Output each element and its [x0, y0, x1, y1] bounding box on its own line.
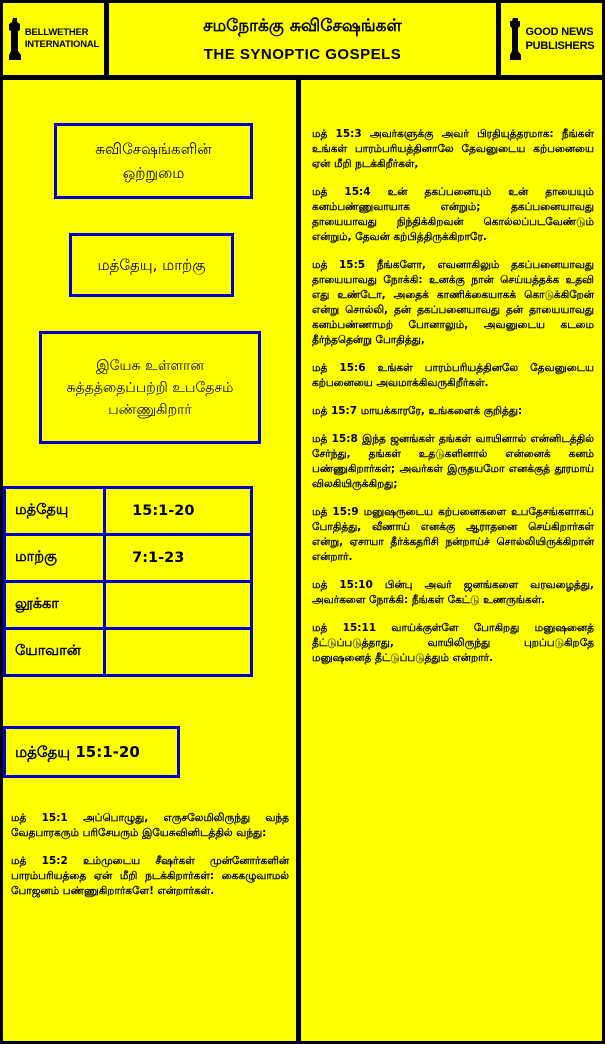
ref-cell — [103, 627, 253, 677]
section-heading: மத்தேயு 15:1-20 — [15, 742, 140, 761]
verse-paragraph: மத் 15:5 நீங்களோ, எவனாகிலும் தகப்பனையாவது தாயையாவது நோக்கி: உனக்கு நான் செய்யத்தக்க உதவி எது உண்டோ, அதைக் காணிக்கையாகக் கொடுக்கிறேன் என்று சொல்லி, தன் தகப்பனையாவது தன் தாயையாவது கனம்பண்ணாமற் போனாலும், அவனுடைய கடமை தீர்ந்ததென்று போதித்து, — [312, 259, 594, 346]
header-title-panel — [109, 3, 496, 75]
reference-row — [3, 486, 253, 536]
section-heading-box — [3, 726, 180, 778]
gospel-unity-box — [54, 123, 253, 199]
book-cell — [3, 580, 106, 630]
book-name: மத்தேயு — [15, 502, 69, 518]
figure-icon — [509, 16, 523, 62]
right-logo-line1: GOOD NEWS — [525, 26, 594, 38]
verse-paragraph: மத் 15:9 மனுஷருடைய கற்பனைகளை உபதேசங்களாகப் போதித்து, வீணாய் எனக்கு ஆராதனை செய்கிறார்கள் என்று, ஏசாயா தீர்க்கதரிசி நன்றாய்ச் சொல்லியிருக்கிறான் என்றார். — [312, 506, 594, 563]
verse-paragraph: மத் 15:8 இந்த ஜனங்கள் தங்கள் வாயினால் என்னிடத்தில் சேர்ந்து, தங்கள் உதடுகளினால் என்னைக் கனம் பண்ணுகிறார்கள்; அவர்கள் இருதயமோ எனக்குத் தூரமாய் விலகியிருக்கிறது; — [312, 433, 594, 490]
book-name: லூக்கா — [15, 596, 59, 612]
reference-row — [3, 580, 253, 630]
book-cell — [3, 533, 106, 583]
verse-paragraph: மத் 15:3 அவர்களுக்கு அவர் பிரதியுத்தரமாக: நீங்கள் உங்கள் பாரம்பரியத்தினாலே தேவனுடைய கற்பனையை ஏன் மீறி நடக்கிறீர்கள், — [312, 128, 594, 170]
topic-text: இயேசு உள்ளான சுத்தத்தைப்பற்றி உபதேசம் பண்ணுகிறார் — [66, 357, 234, 418]
page-title-english: THE SYNOPTIC GOSPELS — [203, 45, 402, 63]
verse-paragraph: மத் 15:2 உம்முடைய சீஷர்கள் முன்னோர்களின் பாரம்பரியத்தை ஏன் மீறி நடக்கிறார்கள்: கைகழுவாமல் போஜனம் பண்ணுகிறார்களே! என்றார்கள். — [11, 855, 289, 897]
verse-paragraph: மத் 15:1 அப்பொழுது, எருசலேமிலிருந்து வந்த வேதபாரகரும் பரிசேயரும் இயேசுவினிடத்தில் வந்து: — [11, 812, 289, 839]
right-logo-line2: PUBLISHERS — [525, 40, 595, 52]
verse-paragraph: மத் 15:7 மாயக்காரரே, உங்களைக் குறித்து: — [312, 405, 523, 417]
book-cell — [3, 486, 106, 536]
verse-paragraph: மத் 15:11 வாய்க்குள்ளே போகிறது மனுஷனைத் தீட்டுப்படுத்தாது, வாயிலிருந்து புறப்படுகிறதே மனுஷனைத் தீட்டுப்படுத்தும் என்றார். — [312, 622, 594, 664]
page-title-tamil: சமநோக்கு சுவிசேஷங்கள் — [203, 15, 402, 36]
verse-paragraph: மத் 15:6 உங்கள் பாரம்பரியத்தினலே தேவனுடைய கற்பனையை அவமாக்கிவருகிறீர்கள். — [312, 362, 594, 389]
gospel-unity-text: சுவிசேஷங்களின் ஒற்றுமை — [95, 140, 212, 182]
book-name: யோவான் — [15, 643, 81, 659]
left-logo-line1: BELLWETHER — [24, 27, 89, 38]
right-verses — [312, 127, 594, 679]
gospels-box — [69, 233, 234, 297]
good-news-logo — [501, 3, 602, 75]
ref-cell — [103, 533, 253, 583]
right-column — [301, 80, 602, 1041]
reference-table — [3, 486, 253, 677]
ref-cell — [103, 486, 253, 536]
left-logo-line2: INTERNATIONAL — [24, 39, 100, 50]
book-name: மாற்கு — [15, 549, 57, 565]
ref-value: 15:1-20 — [132, 503, 195, 519]
bellwether-logo — [3, 3, 104, 75]
topic-box — [39, 331, 261, 444]
ref-cell — [103, 580, 253, 630]
gospels-text: மத்தேயு, மாற்கு — [97, 256, 206, 274]
left-verses — [11, 811, 289, 912]
verse-paragraph: மத் 15:10 பின்பு அவர் ஜனங்களை வரவழைத்து, அவர்களை நோக்கி: நீங்கள் கேட்டு உணருங்கள். — [312, 579, 594, 606]
verse-paragraph: மத் 15:4 உன் தகப்பனையும் உன் தாயையும் கனம்பண்ணுவாயாக என்றும்; தகப்பனையாவது தாயையாவது நிந்திக்கிறவன் கொல்லப்படவேண்டும் என்றும், தேவன் கற்பித்திருக்கிறாரே. — [312, 186, 594, 243]
reference-row — [3, 533, 253, 583]
book-cell — [3, 627, 106, 677]
left-column — [3, 80, 296, 1041]
ram-figure-icon — [8, 16, 22, 62]
reference-row — [3, 627, 253, 677]
ref-value: 7:1-23 — [132, 550, 185, 566]
